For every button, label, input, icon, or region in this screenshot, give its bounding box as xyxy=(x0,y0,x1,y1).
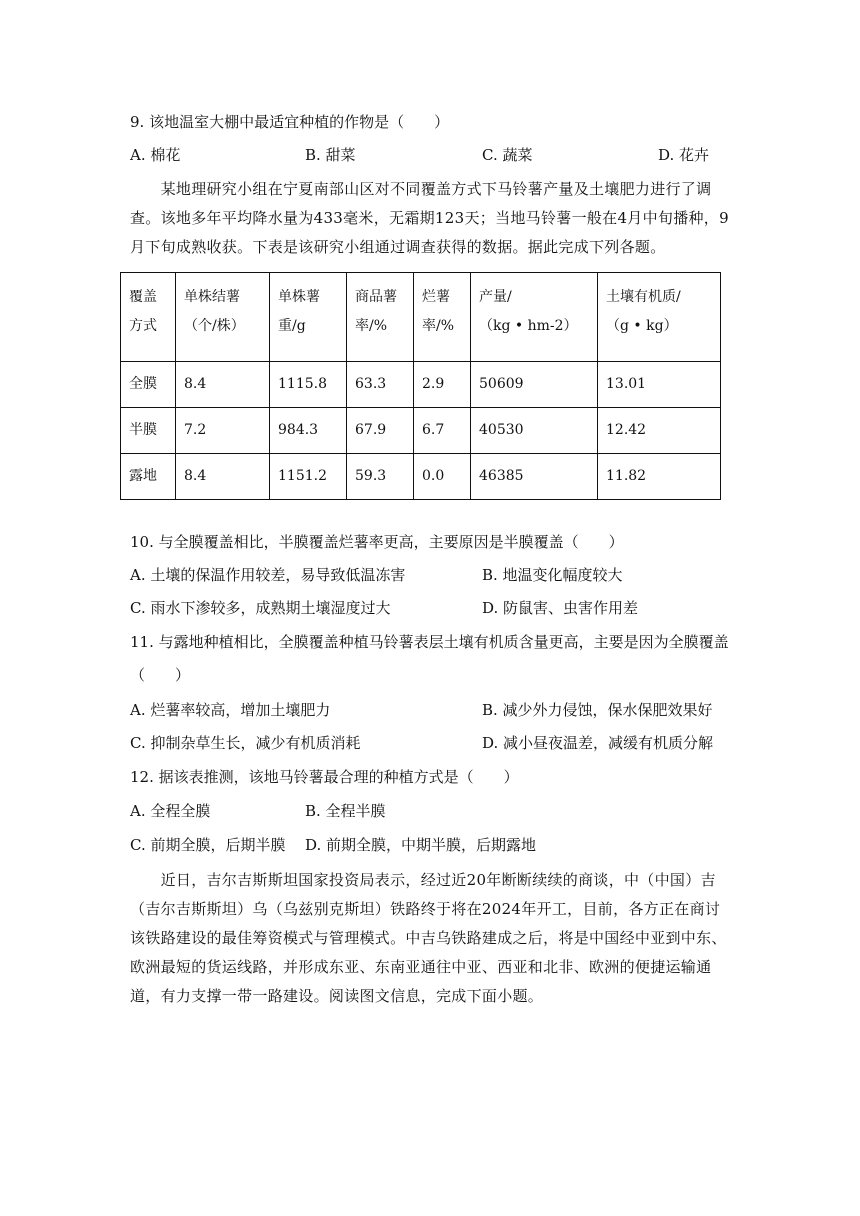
table-cell: 半膜 xyxy=(121,408,176,454)
q9-option-b: B. 甜菜 xyxy=(305,146,356,164)
question-12-stem: 12. 据该表推测，该地马铃薯最合理的种植方式是（ ） xyxy=(130,768,519,786)
q9-option-a: A. 棉花 xyxy=(130,146,181,164)
table-cell: 40530 xyxy=(471,408,598,454)
table-cell: 0.0 xyxy=(414,454,471,500)
table-cell: 13.01 xyxy=(598,362,721,408)
question-10-stem: 10. 与全膜覆盖相比，半膜覆盖烂薯率更高，主要原因是半膜覆盖（ ） xyxy=(130,533,624,551)
q12-option-a: A. 全程全膜 xyxy=(130,802,211,820)
table-row xyxy=(121,408,721,454)
intro-paragraph-text: 近日，吉尔吉斯斯坦国家投资局表示，经过近20年断断续续的商谈，中（中国）吉（吉尔吉斯斯坦）乌（乌兹别克斯坦）铁路终于将在2024年开工，目前，各方正在商讨该铁路建设的最佳筹资模式与管理模式。中吉乌铁路建成之后，将是中国经中亚到中东、欧洲最短的货运线路，并形成东亚、东南亚通往中亚、西亚和北非、欧洲的便捷运输通道，有力支撑一带一路建设。阅读图文信息，完成下面小题。 xyxy=(130,871,727,1005)
q10-option-d: D. 防鼠害、虫害作用差 xyxy=(482,599,639,617)
table-cell: 8.4 xyxy=(176,362,270,408)
q10-option-c: C. 雨水下渗较多，成熟期土壤湿度过大 xyxy=(130,599,391,617)
table-cell: 12.42 xyxy=(598,408,721,454)
header-cell: 覆盖 方式 xyxy=(121,273,176,362)
q12-option-b: B. 全程半膜 xyxy=(305,802,386,820)
table-header-row xyxy=(121,273,721,362)
q11-option-b: B. 减少外力侵蚀，保水保肥效果好 xyxy=(482,701,713,719)
q10-option-b: B. 地温变化幅度较大 xyxy=(482,566,623,584)
table-cell: 1151.2 xyxy=(270,454,347,500)
table-cell: 11.82 xyxy=(598,454,721,500)
table-cell: 46385 xyxy=(471,454,598,500)
header-cell: 单株结薯 （个/株） xyxy=(176,273,270,362)
potato-data-table xyxy=(120,272,721,500)
table-cell: 7.2 xyxy=(176,408,270,454)
q11-option-a: A. 烂薯率较高，增加土壤肥力 xyxy=(130,701,331,719)
q11-option-c: C. 抑制杂草生长，减少有机质消耗 xyxy=(130,734,361,752)
table-cell: 2.9 xyxy=(414,362,471,408)
table-cell: 8.4 xyxy=(176,454,270,500)
question-11-blank: （ ） xyxy=(130,666,191,684)
table-cell: 露地 xyxy=(121,454,176,500)
question-11-stem: 11. 与露地种植相比，全膜覆盖种植马铃薯表层土壤有机质含量更高，主要是因为全膜覆盖 xyxy=(130,633,729,651)
q11-option-d: D. 减小昼夜温差，减缓有机质分解 xyxy=(482,734,714,752)
intro-paragraph-railway xyxy=(130,866,735,1011)
intro-paragraph-potato xyxy=(130,175,735,262)
header-cell: 烂薯 率/% xyxy=(414,273,471,362)
q9-option-d: D. 花卉 xyxy=(658,146,710,164)
table-cell: 全膜 xyxy=(121,362,176,408)
header-cell: 土壤有机质/ （g • kg） xyxy=(598,273,721,362)
q10-option-a: A. 土壤的保温作用较差，易导致低温冻害 xyxy=(130,566,406,584)
header-cell: 单株薯 重/g xyxy=(270,273,347,362)
table-cell: 63.3 xyxy=(347,362,414,408)
table-cell: 1115.8 xyxy=(270,362,347,408)
header-cell: 产量/ （kg • hm-2） xyxy=(471,273,598,362)
table-cell: 67.9 xyxy=(347,408,414,454)
table-row xyxy=(121,362,721,408)
q12-option-d: D. 前期全膜，中期半膜，后期露地 xyxy=(305,836,537,854)
q9-option-c: C. 蔬菜 xyxy=(482,146,533,164)
table-cell: 6.7 xyxy=(414,408,471,454)
table-cell: 59.3 xyxy=(347,454,414,500)
table-cell: 50609 xyxy=(471,362,598,408)
intro-paragraph-text: 某地理研究小组在宁夏南部山区对不同覆盖方式下马铃薯产量及土壤肥力进行了调查。该地多年平均降水量为433毫米，无霜期123天；当地马铃薯一般在4月中旬播种，9月下旬成熟收获。下表是该研究小组通过调查获得的数据。据此完成下列各题。 xyxy=(130,180,729,256)
table-row xyxy=(121,454,721,500)
header-cell: 商品薯 率/% xyxy=(347,273,414,362)
q12-option-c: C. 前期全膜，后期半膜 xyxy=(130,836,286,854)
table-cell: 984.3 xyxy=(270,408,347,454)
question-9-stem: 9. 该地温室大棚中最适宜种植的作物是（ ） xyxy=(130,113,450,131)
